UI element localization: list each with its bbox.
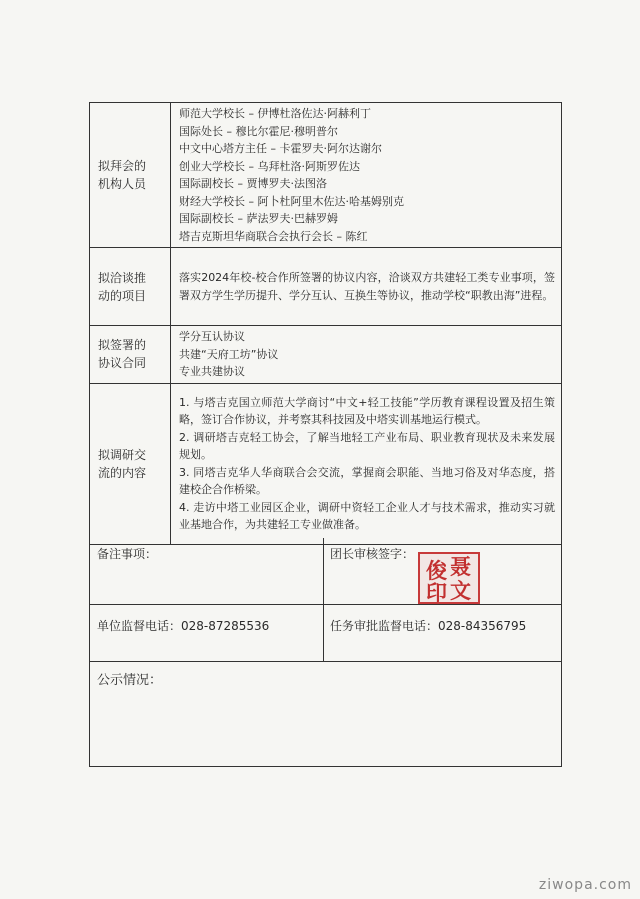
paragraph: 3. 同塔吉克华人华商联合会交流，掌握商会职能、当地习俗及对华态度，搭建校企合作桥梁。: [179, 465, 555, 496]
research-content: [171, 383, 562, 544]
column-divider: [323, 538, 324, 661]
row-label-research: 拟调研交 流的内容: [90, 383, 171, 544]
table-row: [90, 383, 562, 544]
row-label-projects: 拟洽谈推 动的项目: [90, 248, 171, 326]
paragraph: 2. 调研塔吉克轻工协会，了解当地轻工产业布局、职业教育现状及未来发展规划。: [179, 430, 555, 461]
list-item: 创业大学校长 – 乌拜杜洛·阿斯罗佐达: [179, 159, 360, 173]
publicity-label: 公示情况：: [97, 673, 163, 688]
remarks-label: 备注事项：: [97, 547, 158, 561]
list-item: 国际副校长 – 贾博罗夫·法图洛: [179, 177, 327, 190]
list-item: 专业共建协议: [179, 365, 245, 378]
list-item: 国际副校长 – 萨法罗夫·巴赫罗姆: [179, 212, 338, 225]
stamp-char: 文: [450, 579, 471, 603]
task-approval-phone: 任务审批监督电话：028-84356795: [330, 619, 527, 633]
row-label-agreements: 拟签署的 协议合同: [90, 326, 171, 384]
list-item: 学分互认协议: [179, 330, 245, 343]
stamp-char: 印: [426, 581, 447, 605]
paragraph: 落实2024年校-校合作所签署的协议内容，洽谈双方共建轻工类专业事项，签署双方学生学历提升、学分互认、互换生等协议，推动学校“职教出海”进程。: [179, 271, 555, 302]
agreements-list: [171, 326, 562, 384]
seal-stamp: [418, 552, 480, 604]
remarks-row: [90, 538, 561, 605]
signature-section: [89, 538, 562, 767]
stamp-char: 俊: [426, 559, 447, 583]
leader-sign-label: 团长审核签字：: [330, 547, 415, 561]
visit-info-table: [89, 102, 562, 545]
table-row: [90, 103, 562, 248]
unit-phone: 单位监督电话：028-87285536: [97, 619, 270, 633]
list-item: 共建“天府工坊”协议: [179, 347, 279, 361]
list-item: 师范大学校长 – 伊博杜洛佐达·阿赫利丁: [179, 107, 371, 120]
row-label-visit-persons: 拟拜会的 机构人员: [90, 103, 171, 248]
list-item: 财经大学校长 – 阿卜杜阿里木佐达·哈基姆别克: [179, 194, 404, 208]
projects-text: [171, 248, 562, 326]
list-item: 塔吉克斯坦华商联合会执行会长 – 陈红: [179, 229, 368, 243]
watermark: ziwopa.com: [538, 877, 632, 893]
list-item: 中文中心塔方主任 – 卡霍罗夫·阿尔达谢尔: [179, 142, 382, 155]
table-row: [90, 326, 562, 384]
paragraph: 1. 与塔吉克国立师范大学商讨“中文+轻工技能”学历教育课程设置及招生策略，签订合作协议，并考察其科技园及中塔实训基地运行模式。: [179, 395, 555, 426]
visit-persons-list: [171, 103, 562, 248]
paragraph: 4. 走访中塔工业园区企业，调研中资轻工企业人才与技术需求，推动实习就业基地合作，为共建轻工专业做准备。: [179, 500, 555, 531]
list-item: 国际处长 – 穆比尔霍尼·穆明普尔: [179, 124, 338, 138]
stamp-char: 聂: [450, 555, 471, 579]
table-row: [90, 248, 562, 326]
